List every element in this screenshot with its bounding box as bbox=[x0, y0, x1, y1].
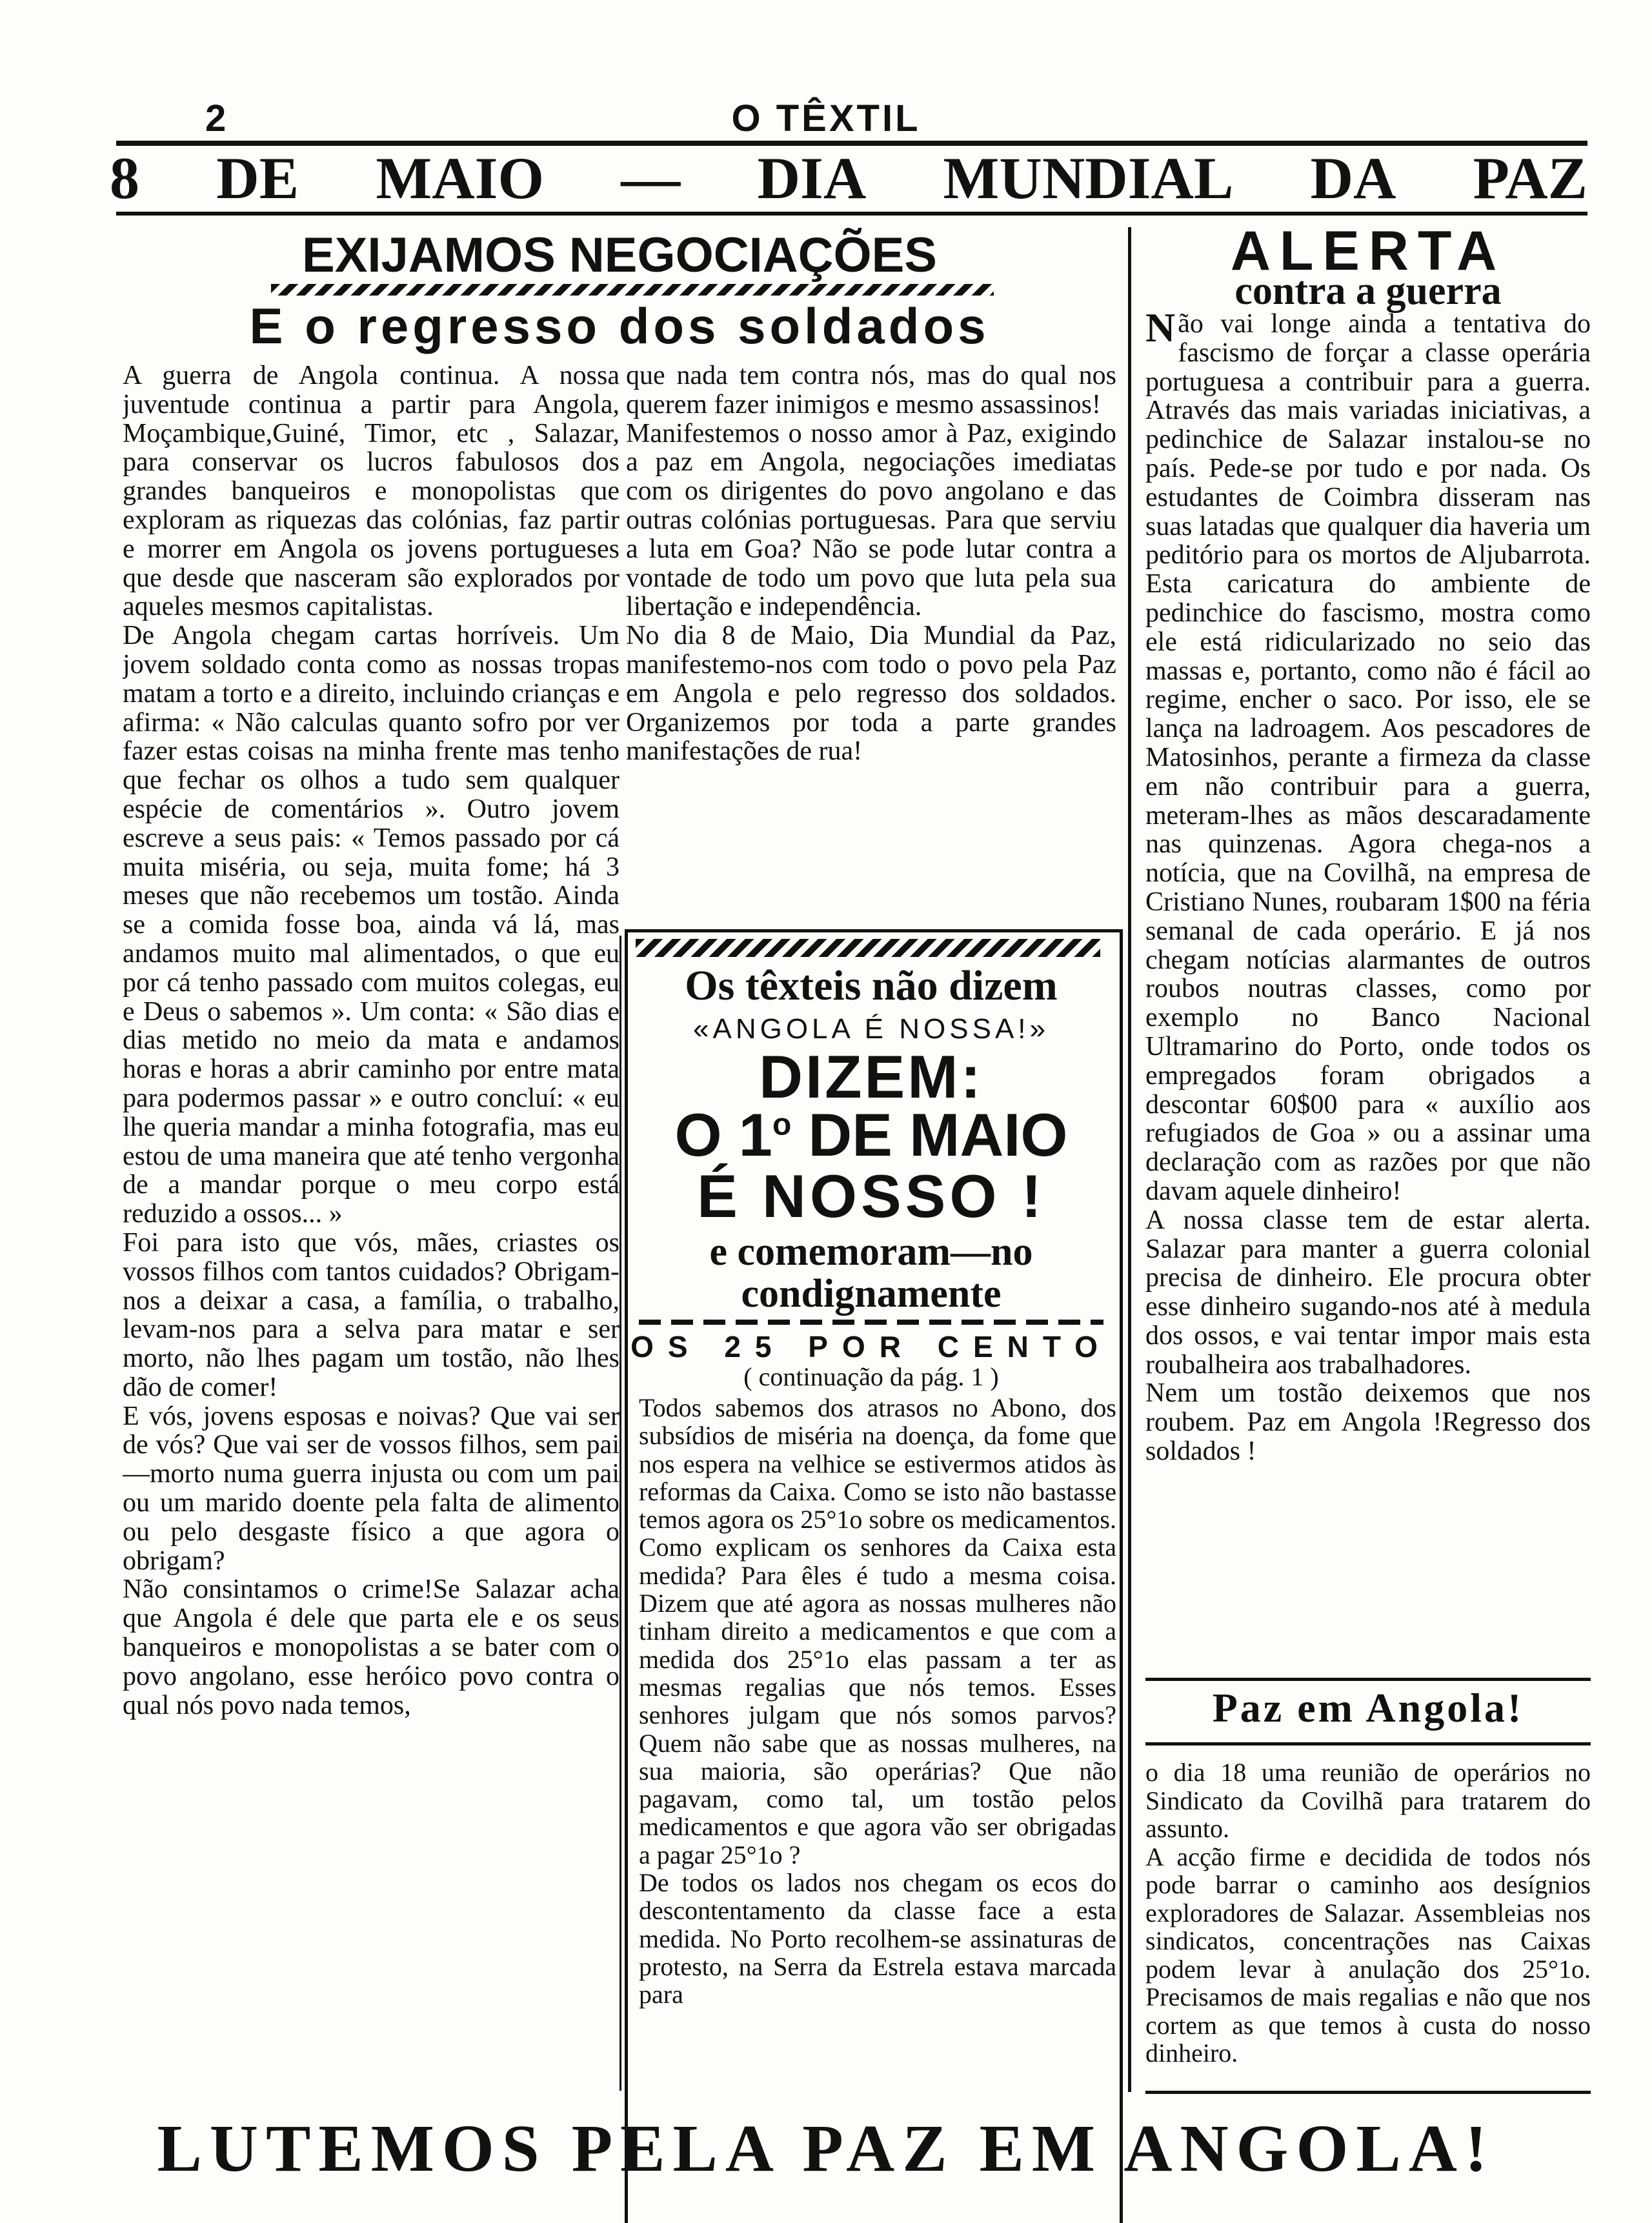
slogan-line: «ANGOLA É NOSSA!» bbox=[693, 1013, 1049, 1045]
ordinal-suffix: o bbox=[772, 1107, 792, 1142]
box-rule bbox=[1145, 1742, 1591, 1745]
banner-word: — bbox=[621, 145, 681, 211]
banner-word: DIA bbox=[757, 145, 867, 211]
banner bbox=[110, 147, 1587, 209]
newspaper-name: O TÊXTIL bbox=[731, 97, 921, 139]
banner-rule bbox=[116, 212, 1587, 216]
banner-word: PAZ bbox=[1473, 145, 1587, 211]
footer-slogan: LUTEMOS PELA PAZ EM ANGOLA! bbox=[157, 2111, 1495, 2186]
slogan-line: e comemoram—no bbox=[709, 1230, 1033, 1274]
slogan-line-suffix: DE MAIO bbox=[791, 1101, 1068, 1169]
column-divider bbox=[1128, 227, 1131, 2092]
article-body: Todos sabemos dos atrasos no Abono, dos subsídios de miséria na doença, da fome que nos espera na velhice se estivermos atidos às reformas da Caixa. Como se isto não bastasse temos agora os 25°1o sobre os medicamentos. Como explicam os senhores da Caixa esta medida? Para êles é tudo a mesma coisa. Dizem que até agora as nossas mulheres não tinham direito a medicamentos e que com a medida dos 25°1o elas passam a ter as mesmas regalias que nós temos. Esses senhores julgam que nós somos parvos? Quem não sabe que as nossas mulheres, na sua maioria, são operárias? Que não pagavam, como tal, um tostão pelos medicamentos e que agora vão ser obrigadas a pagar 25°1o ? De todos os lados nos chegam os ecos do descontentamento da classe face a esta medida. No Porto recolhem-se assinaturas de protesto, na Serra da Estrela estava marcada para bbox=[639, 1394, 1116, 2009]
article-headline: EXIJAMOS NEGOCIAÇÕES bbox=[302, 228, 937, 283]
banner-word: MUNDIAL bbox=[943, 145, 1234, 211]
slogan-line: condignamente bbox=[741, 1272, 1002, 1316]
article-column-1: A guerra de Angola continua. A nossa juventude continua a partir para Angola, Moçambique,Guiné, Timor, etc , Salazar, para conservar os lucros fabulosos dos grandes banqueiros e monopolistas que exploram as riquezas das colónias, faz partir e morrer em Angola os jovens portugueses que desde que nasceram são explorados por aqueles mesmos capitalistas. De Angola chegam cartas horríveis. Um jovem soldado conta como as nossas tropas matam a torto e a direito, incluindo crianças e afirma: « Não calculas quanto sofro por ver fazer estas coisas na minha frente mas tenho que fechar os olhos a tudo sem qualquer espécie de comentários ». Outro jovem escreve a seus pais: « Temos passado por cá muita miséria, ou seja, muita fome; há 3 meses que não recebemos um tostão. Ainda se a comida fosse boa, ainda vá lá, mas andamos muito mal alimentados, o que eu por cá tenho passado com muitos colegas, eu e Deus o sabemos ». Um conta: « São dias e dias metido no meio da mata e andamos horas e horas a abrir caminho por entre mata para podermos passar » e outro concluí: « eu lhe queria mandar a minha fotografia, mas eu estou de uma maneira que até tenho vergonha de a mandar porque o meu corpo está reduzido a ossos... » Foi para isto que vós, mães, criastes os vossos filhos com tantos cuidados? Obrigam-nos a deixar a casa, a família, o trabalho, levam-nos para a selva para matar e ser morto, não lhes pagam um tostão, não lhes dão de comer! E vós, jovens esposas e noivas? Que vai ser de vós? Que vai ser de vossos filhos, sem pai—morto numa guerra injusta ou com um pai ou um marido doente pela falta de alimento ou pelo desgaste físico a que agora o obrigam? Não consintamos o crime!Se Salazar acha que Angola é dele que parta ele e os seus banqueiros e monopolistas a se bater com o povo angolano, esse heróico povo contra o qual nós povo nada temos, bbox=[123, 361, 620, 1720]
continuation-note: ( continuação da pág. 1 ) bbox=[743, 1362, 999, 1391]
box-title: Paz em Angola! bbox=[1212, 1685, 1524, 1731]
article-title: ALERTA bbox=[1230, 220, 1506, 282]
slogan-line-prefix: O 1 bbox=[674, 1101, 772, 1169]
banner-word: 8 bbox=[110, 145, 139, 211]
article-subheadline: E o regresso dos soldados bbox=[249, 297, 990, 354]
ornament-rule bbox=[271, 284, 994, 296]
slogan-line: DIZEM: bbox=[759, 1043, 983, 1111]
article-column-2: que nada tem contra nós, mas do qual nos querem fazer inimigos e mesmo assassinos! Manifestemos o nosso amor à Paz, exigindo a paz em Angola, negociações imediatas com os dirigentes do povo angolano e das outras colónias portuguesas. Para que serviu a luta em Goa? Não se pode lutar contra a vontade de todo um povo que luta pela sua libertação e independência. No dia 8 de Maio, Dia Mundial da Paz, manifestemo-nos com todo o povo pela Paz em Angola e pelo regresso dos soldados. Organizemos por toda a parte grandes manifestações de rua! bbox=[626, 361, 1116, 767]
article-body: o dia 18 uma reunião de operários no Sindicato da Covilhã para tratarem do assunto. A acção firme e decidida de todos nós pode barrar o caminho aos desígnios exploradores de Salazar. Assembleias nos sindicatos, concentrações nas Caixas podem levar à anulação dos 25°1o. Precisamos de mais regalias e não que nos cortem as que temos à custa do nosso dinheiro. bbox=[1145, 1758, 1591, 2067]
slogan-line: É NOSSO ! bbox=[697, 1162, 1045, 1230]
article-title: OS 25 POR CENTO bbox=[630, 1330, 1112, 1363]
article-body-text: ão vai longe ainda a tentativa do fascismo de forçar a classe operária portuguesa a contribuir para a guerra. Através das mais variadas iniciativas, a pedinchice de Salazar instalou-se no país. Pede-se por tudo e por nada. Os estudantes de Coimbra disseram nas suas latadas que qualquer dia haveria um peditório para os mortos de Aljubarrota. Esta caricatura do ambiente de pedinchice do fascismo, mostra como ele está ridicularizado no seio das massas e, portanto, como não é fácil ao regime, encher o saco. Por isso, ele se lança na ladroagem. Aos pescadores de Matosinhos, perante a firmeza da classe em não contribuir para a guerra, meteram-lhes as mãos descaradamente nas quinzenas. Agora chega-nos a notícia, que na Covilhã, na empresa de Cristiano Nunes, roubaram 1$00 na féria semanal de cada operário. E já nos chegam notícias alarmantes de outros roubos noutras classes, como por exemplo no Banco Nacional Ultramarino do Porto, onde todos os empregados foram obrigados a descontar 60$00 para « auxílio aos refugiados de Goa » ou a assinar uma declaração com as razões por que não davam aquele dinheiro! A nossa classe tem de estar alerta. Salazar para manter a guerra colonial precisa de dinheiro. Ele procura obter esse dinheiro sugando-nos até à medula dos ossos, e vai tentar impor mais esta roubalheira aos trabalhadores. Nem um tostão deixemos que nos roubem. Paz em Angola !Regresso dos soldados ! bbox=[1145, 310, 1591, 1467]
article-body bbox=[1145, 310, 1591, 1684]
banner-word: MAIO bbox=[376, 145, 545, 211]
banner-word: DE bbox=[216, 145, 299, 211]
slogan-line bbox=[629, 1100, 1113, 1170]
drop-cap: N bbox=[1145, 310, 1176, 350]
slogan-line: Os têxteis não dizem bbox=[685, 962, 1058, 1009]
box-rule bbox=[1145, 1678, 1591, 1681]
dashed-rule bbox=[639, 1320, 1103, 1325]
column-divider bbox=[620, 936, 621, 2091]
box-rule bbox=[1145, 2091, 1591, 2094]
article-subtitle: contra a guerra bbox=[1234, 269, 1502, 313]
ornament-rule bbox=[636, 939, 1100, 957]
page-number: 2 bbox=[205, 97, 227, 139]
banner-word: DA bbox=[1310, 145, 1396, 211]
